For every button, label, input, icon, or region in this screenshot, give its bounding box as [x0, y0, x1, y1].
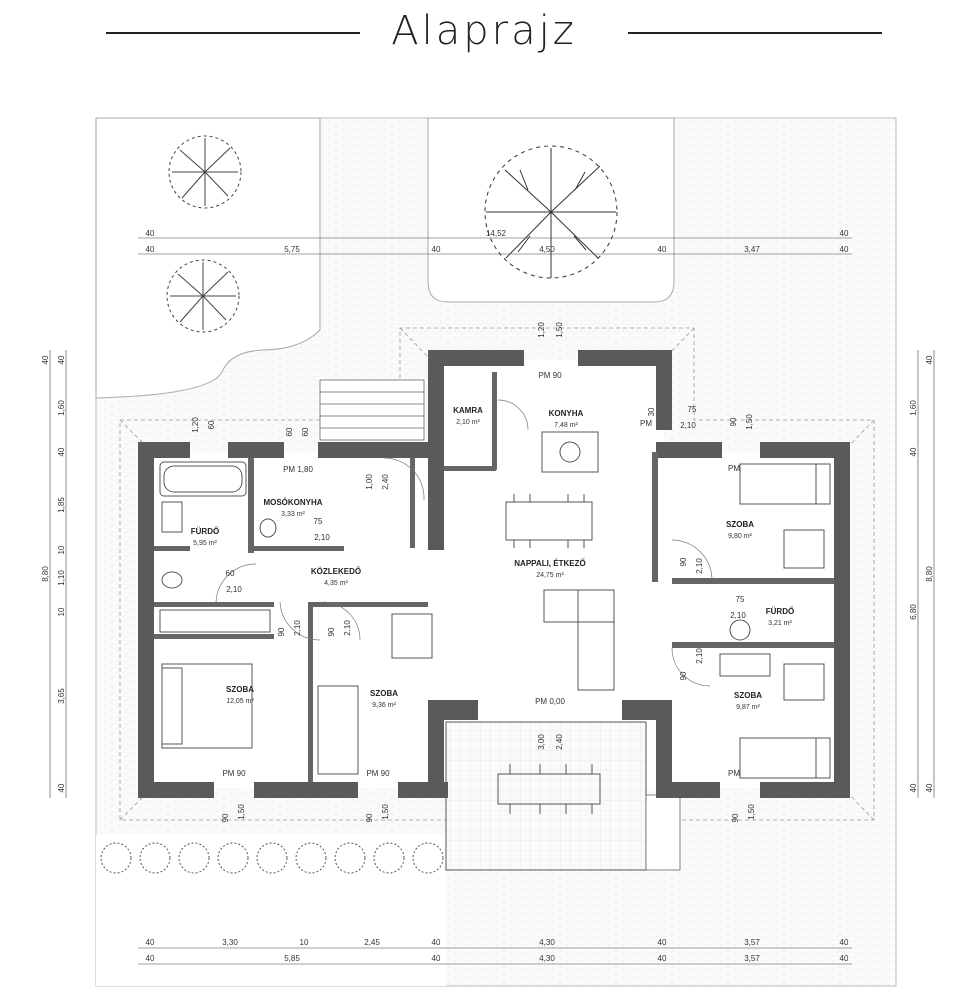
laundry-window-b: 60 [301, 427, 310, 437]
side-door-210: 2,10 [680, 421, 696, 430]
bath-door-60: 60 [225, 569, 235, 578]
room-szoba-se-area: 9,87 m² [736, 704, 760, 711]
terrace-door-240: 2,40 [555, 734, 564, 750]
right-top-window-150: 1,50 [745, 414, 754, 430]
window-pm-r1: PM [728, 464, 740, 473]
dim-left-e: 10 [57, 545, 66, 555]
dim-top-2-c: 40 [431, 245, 441, 254]
dim-bot-2-g: 40 [839, 954, 849, 963]
kozl-door-100: 1,00 [365, 474, 374, 490]
dim-top-2-b: 5,75 [284, 245, 300, 254]
terrace-steps [646, 795, 680, 870]
room-furdo-name: FÜRDŐ [190, 527, 220, 536]
room2-door-210: 2,10 [343, 620, 352, 636]
room-szoba-sw-name: SZOBA [226, 685, 254, 694]
dim-top-1-c: 40 [839, 229, 849, 238]
laundry-door-75: 75 [313, 517, 323, 526]
dim-left-h: 3,65 [57, 688, 66, 704]
dim-left-i: 40 [57, 783, 66, 793]
right-top-window-90: 90 [729, 417, 738, 427]
kitchen-window-height: 1,20 [537, 322, 546, 338]
bath-window-a: 1,20 [191, 417, 200, 433]
page-title: Alaprajz [391, 8, 577, 54]
room-furdo-e-area: 3,21 m² [768, 620, 792, 627]
bottom-window-b-150: 1,50 [381, 804, 390, 820]
dim-bot-1-c: 10 [299, 938, 309, 947]
dim-right-f: 40 [925, 783, 934, 793]
dim-bot-1-d: 2,45 [364, 938, 380, 947]
window-pm-r2: PM [728, 769, 740, 778]
bottom-window-a-90: 90 [221, 813, 230, 823]
room1-door-90: 90 [277, 627, 286, 637]
dim-right-c: 40 [909, 447, 918, 457]
dim-right-e: 40 [909, 783, 918, 793]
dim-right-a: 40 [925, 355, 934, 365]
dim-right-d: 6,80 [909, 604, 918, 620]
room-kamra-name: KAMRA [453, 406, 483, 415]
dim-left-d: 1,85 [57, 497, 66, 513]
dim-bot-2-f: 3,57 [744, 954, 760, 963]
dim-bot-1-f: 4,30 [539, 938, 555, 947]
dim-left-g: 10 [57, 607, 66, 617]
bath-window-b: 60 [207, 420, 216, 430]
dim-bot-2-a: 40 [145, 954, 155, 963]
room-furdo-e-name: FÜRDŐ [765, 607, 795, 616]
dim-bot-1-h: 3,57 [744, 938, 760, 947]
window-pm90-b: PM 90 [366, 769, 390, 778]
dim-bot-1-b: 3,30 [222, 938, 238, 947]
dim-top-2-f: 3,47 [744, 245, 760, 254]
room-konyha-name: KONYHA [548, 409, 584, 418]
dim-top-2-g: 40 [839, 245, 849, 254]
dim-bot-1-g: 40 [657, 938, 667, 947]
dim-bot-1-i: 40 [839, 938, 849, 947]
dim-top-2-e: 40 [657, 245, 667, 254]
room-mosokonyha-area: 3,33 m² [281, 511, 305, 518]
side-door-75: 75 [687, 405, 697, 414]
room-konyha-area: 7,48 m² [554, 422, 578, 429]
dim-top-1-a: 40 [145, 229, 155, 238]
right-room1-door-90: 90 [679, 557, 688, 567]
room-kozlekedo-area: 4,35 m² [324, 580, 348, 587]
laundry-door-210: 2,10 [314, 533, 330, 542]
bottom-window-b-90: 90 [365, 813, 374, 823]
room-szoba-s-area: 9,36 m² [372, 702, 396, 709]
side-door-w: 30 [647, 407, 656, 417]
window-pm90-a: PM 90 [222, 769, 246, 778]
room-nappali-area: 24,75 m² [536, 572, 564, 579]
room-nappali-name: NAPPALI, ÉTKEZŐ [514, 559, 586, 568]
laundry-window-pm: PM 1,80 [283, 465, 313, 474]
dim-left-c: 40 [57, 447, 66, 457]
dim-bot-2-c: 40 [431, 954, 441, 963]
terrace-door-300: 3,00 [537, 734, 546, 750]
right-bath-door-75: 75 [735, 595, 745, 604]
dim-bot-2-b: 5,85 [284, 954, 300, 963]
dim-top-1-b: 14,52 [485, 229, 507, 238]
dim-right-b: 1,60 [909, 400, 918, 416]
terrace [446, 722, 646, 870]
room1-door-210: 2,10 [293, 620, 302, 636]
room-mosokonyha-name: MOSÓKONYHA [263, 498, 323, 507]
dim-bot-1-a: 40 [145, 938, 155, 947]
room-kozlekedo-name: KÖZLEKEDŐ [310, 567, 362, 576]
laundry-window-a: 60 [285, 427, 294, 437]
room-furdo-area: 5,95 m² [193, 540, 217, 547]
entrance-steps [320, 380, 424, 440]
room-szoba-sw-area: 12,05 m² [226, 698, 254, 705]
room-kamra-area: 2,10 m² [456, 419, 480, 426]
room2-door-90: 90 [327, 627, 336, 637]
dim-left-j: 40 [41, 355, 50, 365]
dim-top-2-d: 4,50 [539, 245, 555, 254]
dim-top-2-a: 40 [145, 245, 155, 254]
kitchen-window-pm: PM 90 [538, 371, 562, 380]
right-room2-door-210: 2,10 [695, 648, 704, 664]
right-room1-door-210: 2,10 [695, 558, 704, 574]
dim-bot-1-e: 40 [431, 938, 441, 947]
bottom-window-a-150: 1,50 [237, 804, 246, 820]
living-floor-level: PM 0,00 [535, 697, 565, 706]
dim-left-k: 8,80 [41, 566, 50, 582]
bottom-window-c-90: 90 [731, 813, 740, 823]
room-szoba-s-name: SZOBA [370, 689, 398, 698]
right-bath-door-210: 2,10 [730, 611, 746, 620]
dim-left-a: 40 [57, 355, 66, 365]
bottom-window-c-150: 1,50 [747, 804, 756, 820]
kitchen-window-width: 1,50 [555, 322, 564, 338]
dim-left-f: 1,10 [57, 570, 66, 586]
side-door-pm: PM [640, 419, 652, 428]
bath-door-210: 2,10 [226, 585, 242, 594]
room-szoba-ne-name: SZOBA [726, 520, 754, 529]
room-szoba-ne-area: 9,80 m² [728, 533, 752, 540]
kozl-door-240: 2,40 [381, 474, 390, 490]
right-room2-door-90: 90 [679, 671, 688, 681]
dim-bot-2-e: 40 [657, 954, 667, 963]
dim-left-b: 1,60 [57, 400, 66, 416]
dim-bot-2-d: 4,30 [539, 954, 555, 963]
room-szoba-se-name: SZOBA [734, 691, 762, 700]
dim-right-g: 8,80 [925, 566, 934, 582]
